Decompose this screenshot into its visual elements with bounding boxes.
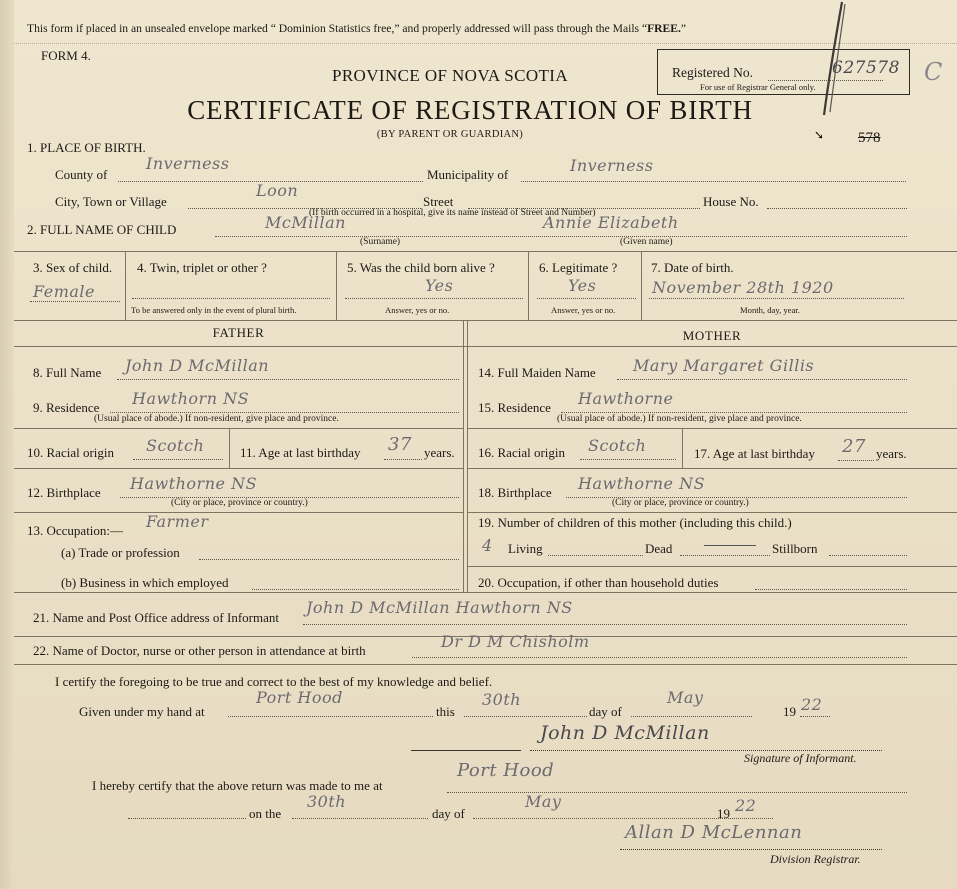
father-birthplace-note: (City or place, province or country.) <box>171 498 308 508</box>
mother-age-label: 17. Age at last birthday <box>694 446 815 461</box>
mother-age-value: 27 <box>842 436 866 457</box>
informant-signature-caption: Signature of Informant. <box>744 751 857 765</box>
mother-residence-note: (Usual place of abode.) If non-resident, give place and province. <box>557 414 802 424</box>
city-value: Loon <box>256 181 299 200</box>
hospital-note: (If birth occurred in a hospital, give its name instead of Street and Number) <box>309 208 596 218</box>
sex-label: 3. Sex of child. <box>33 260 113 275</box>
registered-label: Registered No. <box>672 65 753 80</box>
margin-letter: C <box>924 58 943 86</box>
child-surname-value: McMillan <box>265 213 346 232</box>
certificate-title: CERTIFICATE OF REGISTRATION OF BIRTH <box>187 95 753 125</box>
house-label: House No. <box>703 194 759 209</box>
registered-number-value: 627578 <box>832 58 900 78</box>
return-year-prefix: 19 <box>717 806 730 821</box>
registrar-signature-caption: Division Registrar. <box>770 852 861 866</box>
mother-occupation-label: 20. Occupation, if other than household duties <box>478 575 719 590</box>
year-prefix: 19 <box>783 704 796 719</box>
mail-notice: This form if placed in an unsealed envelope marked “ Dominion Statistics free,” and properly addressed will pass through the Mails “FREE.” <box>27 22 687 35</box>
birth-date-label: 7. Date of birth. <box>651 260 734 275</box>
mother-residence-value: Hawthorne <box>578 389 674 408</box>
business-label: (b) Business in which employed <box>61 575 229 590</box>
doctor-value: Dr D M Chisholm <box>441 632 590 651</box>
occupation-label: 13. Occupation:— <box>27 523 124 538</box>
informant-label: 21. Name and Post Office address of Informant <box>33 610 279 625</box>
father-age-label: 11. Age at last birthday <box>240 445 361 460</box>
certify-statement: I certify the foregoing to be true and correct to the best of my knowledge and belief. <box>55 674 493 689</box>
father-birthplace-value: Hawthorne NS <box>130 474 258 493</box>
informant-signature: John D McMillan <box>540 722 710 744</box>
father-years: years. <box>424 445 455 460</box>
father-age-value: 37 <box>388 434 412 455</box>
corner-number: 578 <box>858 130 881 146</box>
mother-birthplace-label: 18. Birthplace <box>478 485 552 500</box>
binding-strip <box>0 0 14 889</box>
children-living-value: 4 <box>482 536 493 555</box>
municipality-value: Inverness <box>570 156 654 175</box>
county-value: Inverness <box>146 154 230 173</box>
return-day-of-label: day of <box>432 806 465 821</box>
birth-date-value: November 28th 1920 <box>652 278 834 297</box>
given-year-value: 22 <box>801 695 823 714</box>
trade-label: (a) Trade or profession <box>61 545 180 560</box>
father-racial-value: Scotch <box>146 436 205 455</box>
return-day-value: 30th <box>307 792 347 811</box>
mother-name-value: Mary Margaret Gillis <box>633 356 815 375</box>
birth-date-note: Month, day, year. <box>740 305 800 315</box>
place-of-birth-heading: 1. PLACE OF BIRTH. <box>27 140 146 155</box>
county-label: County of <box>55 167 108 182</box>
dead-label: Dead <box>645 541 673 556</box>
legitimate-label: 6. Legitimate ? <box>539 260 618 275</box>
given-caption: (Given name) <box>620 237 673 247</box>
registrar-signature: Allan D McLennan <box>625 822 803 843</box>
province-heading: PROVINCE OF NOVA SCOTIA <box>331 66 569 85</box>
city-label: City, Town or Village <box>55 194 167 209</box>
given-day-value: 30th <box>482 690 522 709</box>
father-racial-label: 10. Racial origin <box>27 445 115 460</box>
mother-birthplace-value: Hawthorne NS <box>578 474 706 493</box>
pencil-stroke-icon <box>790 0 850 120</box>
mother-heading: MOTHER <box>682 328 742 343</box>
mother-residence-label: 15. Residence <box>478 400 551 415</box>
on-the-label: on the <box>249 806 282 821</box>
alive-note: Answer, yes or no. <box>385 305 450 315</box>
twin-label: 4. Twin, triplet or other ? <box>137 260 267 275</box>
child-given-value: Annie Elizabeth <box>543 213 679 232</box>
corner-mark-icon: ➘ <box>814 128 825 142</box>
mother-racial-value: Scotch <box>588 436 647 455</box>
legitimate-note: Answer, yes or no. <box>551 305 616 315</box>
alive-value: Yes <box>425 276 454 295</box>
father-name-label: 8. Full Name <box>33 365 102 380</box>
hereby-certify-statement: I hereby certify that the above return was made to me at <box>92 778 383 793</box>
return-month-value: May <box>525 792 562 811</box>
this-label: this <box>436 704 455 719</box>
municipality-label: Municipality of <box>427 167 509 182</box>
living-label: Living <box>508 541 543 556</box>
father-birthplace-label: 12. Birthplace <box>27 485 101 500</box>
informant-value: John D McMillan Hawthorn NS <box>306 598 573 617</box>
stillborn-label: Stillborn <box>772 541 818 556</box>
given-under-label: Given under my hand at <box>79 704 205 719</box>
mother-years: years. <box>876 446 907 461</box>
certificate-subtitle: (BY PARENT OR GUARDIAN) <box>376 129 524 140</box>
given-place-value: Port Hood <box>256 688 343 707</box>
mother-birthplace-note: (City or place, province or country.) <box>612 498 749 508</box>
father-residence-note: (Usual place of abode.) If non-resident, give place and province. <box>94 414 339 424</box>
father-occupation-value: Farmer <box>146 512 209 531</box>
child-name-label: 2. FULL NAME OF CHILD <box>27 222 177 237</box>
mother-racial-label: 16. Racial origin <box>478 445 566 460</box>
form-number: FORM 4. <box>41 48 91 63</box>
day-of-label: day of <box>589 704 622 719</box>
surname-caption: (Surname) <box>360 237 401 247</box>
father-residence-label: 9. Residence <box>33 400 100 415</box>
mother-name-label: 14. Full Maiden Name <box>478 365 596 380</box>
return-place-value: Port Hood <box>457 760 555 781</box>
doctor-label: 22. Name of Doctor, nurse or other person in attendance at birth <box>33 643 366 658</box>
children-count-label: 19. Number of children of this mother (including this child.) <box>478 515 792 530</box>
alive-label: 5. Was the child born alive ? <box>347 260 495 275</box>
street-label: Street <box>423 194 454 209</box>
return-year-value: 22 <box>735 796 757 815</box>
registrar-use-note: For use of Registrar General only. <box>700 82 816 92</box>
sex-value: Female <box>33 282 95 301</box>
father-name-value: John D McMillan <box>125 356 270 375</box>
father-residence-value: Hawthorn NS <box>132 389 250 408</box>
legitimate-value: Yes <box>568 276 597 295</box>
twin-note: To be answered only in the event of plural birth. <box>131 305 297 315</box>
given-month-value: May <box>667 688 704 707</box>
father-heading: FATHER <box>212 325 265 340</box>
